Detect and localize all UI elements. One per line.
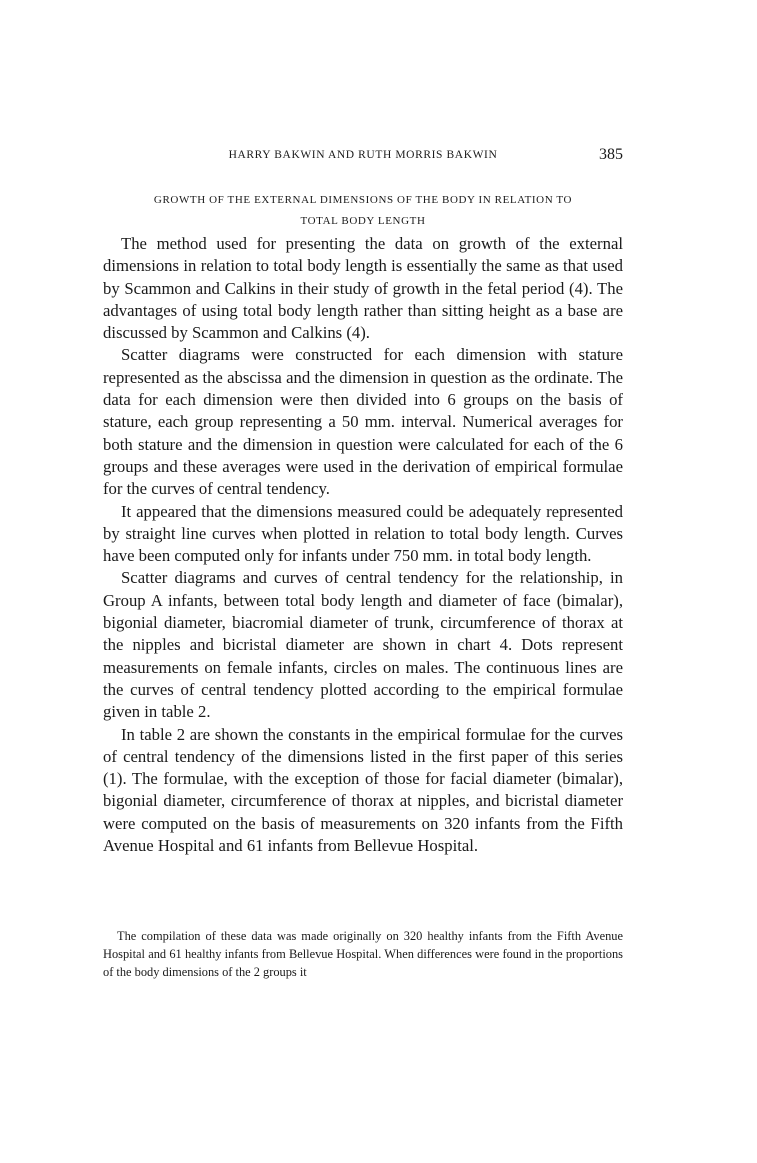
footnote [103, 928, 623, 981]
body-text [103, 233, 623, 857]
paragraph: It appeared that the dimensions measured could be adequately represented by straight line curves when plotted in relation to total body length. Curves have been computed only for infants under 750 mm. in total body length. [103, 501, 623, 566]
paragraph: Scatter diagrams and curves of central tendency for the relationship, in Group A infants, between total body length and diameter of face (bimalar), bigonial diameter, biacromial diameter of trunk, circumference of thorax at the nipples and bicristal diameter are shown in chart 4. Dots represent measurements on female infants, circles on males. The continuous lines are the curves of central tendency plotted according to the empirical formulae given in table 2. [103, 568, 623, 722]
footnote-text: The compilation of these data was made originally on 320 healthy infants from the Fifth Avenue Hospital and 61 healthy infants from Bellevue Hospital. When differences were found in the proportions of the body dimensions of the 2 groups it [103, 929, 623, 979]
paragraph: In table 2 are shown the constants in the empirical formulae for the curves of central tendency of the dimensions listed in the first paper of this series (1). The formulae, with the exception of those for facial diameter (bimalar), bigonial diameter, circumference of thorax at nipples, and bicristal diameter were computed on the basis of measurements on 320 infants from the Fifth Avenue Hospital and 61 infants from Bellevue Hospital. [103, 724, 623, 856]
paragraph: Scatter diagrams were constructed for each dimension with stature represented as the abscissa and the dimension in question as the ordinate. The data for each dimension were then divided into 6 groups on the basis of stature, each group representing a 50 mm. interval. Numerical averages for both stature and the dimension in question were calculated for each of the 6 groups and these averages were used in the derivation of empirical formulae for the curves of central tendency. [103, 345, 623, 499]
section-heading-line-1: GROWTH OF THE EXTERNAL DIMENSIONS OF THE BODY IN RELATION TO [153, 194, 573, 206]
paragraph: The method used for presenting the data on growth of the external dimensions in relation to total body length is essentially the same as that used by Scammon and Calkins in their study of growth in the fetal period (4). The advantages of using total body length rather than sitting height as a base are discussed by Scammon and Calkins (4). [103, 234, 623, 343]
page-number: 385 [599, 146, 623, 163]
section-heading [103, 190, 623, 232]
running-header [103, 146, 623, 166]
section-heading-line-2: TOTAL BODY LENGTH [300, 215, 426, 227]
running-header-authors: HARRY BAKWIN AND RUTH MORRIS BAKWIN [228, 149, 498, 161]
